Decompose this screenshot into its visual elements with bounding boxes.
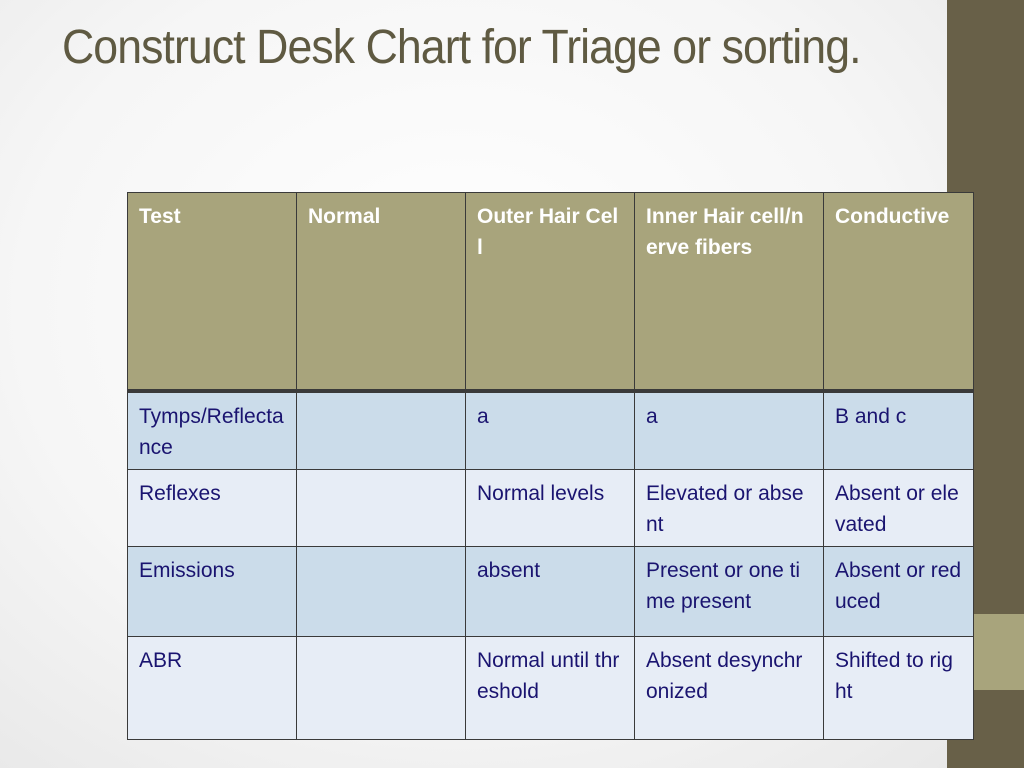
triage-table-container bbox=[127, 192, 973, 740]
cell-test: Reflexes bbox=[128, 470, 297, 547]
table-header-row bbox=[128, 193, 974, 391]
header-normal: Normal bbox=[297, 193, 466, 391]
cell-normal bbox=[297, 470, 466, 547]
triage-desk-chart-table bbox=[127, 192, 974, 740]
cell-test: ABR bbox=[128, 637, 297, 740]
cell-outer-hair-cell: a bbox=[466, 391, 635, 470]
table-row bbox=[128, 637, 974, 740]
cell-conductive: Shifted to right bbox=[824, 637, 974, 740]
cell-outer-hair-cell: absent bbox=[466, 547, 635, 637]
cell-normal bbox=[297, 547, 466, 637]
cell-conductive: Absent or reduced bbox=[824, 547, 974, 637]
table-row bbox=[128, 470, 974, 547]
decorative-side-accent bbox=[974, 614, 1024, 690]
cell-test: Emissions bbox=[128, 547, 297, 637]
table-row bbox=[128, 547, 974, 637]
cell-inner-hair-cell: Present or one time present bbox=[635, 547, 824, 637]
table-row bbox=[128, 391, 974, 470]
header-outer-hair-cell: Outer Hair Cell bbox=[466, 193, 635, 391]
header-inner-hair-cell: Inner Hair cell/nerve fibers bbox=[635, 193, 824, 391]
cell-inner-hair-cell: Absent desynchronized bbox=[635, 637, 824, 740]
cell-inner-hair-cell: Elevated or absent bbox=[635, 470, 824, 547]
cell-normal bbox=[297, 637, 466, 740]
cell-conductive: B and c bbox=[824, 391, 974, 470]
slide-title: Construct Desk Chart for Triage or sorting. bbox=[62, 21, 861, 74]
header-test: Test bbox=[128, 193, 297, 391]
header-conductive: Conductive bbox=[824, 193, 974, 391]
cell-outer-hair-cell: Normal levels bbox=[466, 470, 635, 547]
cell-conductive: Absent or elevated bbox=[824, 470, 974, 547]
cell-outer-hair-cell: Normal until threshold bbox=[466, 637, 635, 740]
cell-inner-hair-cell: a bbox=[635, 391, 824, 470]
cell-test: Tymps/Reflectance bbox=[128, 391, 297, 470]
cell-normal bbox=[297, 391, 466, 470]
